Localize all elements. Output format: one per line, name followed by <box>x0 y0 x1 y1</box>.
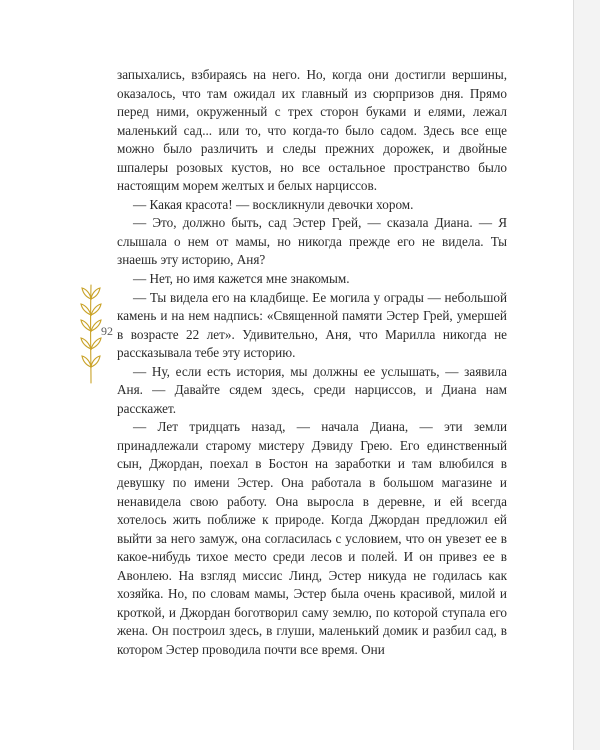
paragraph: — Нет, но имя кажется мне знакомым. <box>133 271 350 287</box>
body-text <box>117 66 507 660</box>
paragraph: — Лет тридцать назад, — начала Диана, — эти земли принадлежали старому мистеру Дэвиду Грею. Его единственный сын, Джордан, поехал в Бостон на заработки и там влюбился в девушку по имени Эстер. Она работала в большом магазине и ненавидела свою работу. Она выросла в деревне, и ей всегда хотелось жить поближе к природе. Когда Джордан предложил ей выйти за него замуж, она согласилась с условием, что он увезет ее в какое-нибудь тихое место среди лесов и полей. И он привез ее в Авонлею. На взгляд миссис Линд, Эстер никуда не годилась как хозяйка. Но, по словам мамы, Эстер была очень красивой, милой и кроткой, и Джордан боготворил саму землю, по которой ступала его жена. Он построил здесь, в глуши, маленький домик и разбил сад, в котором Эстер проводила почти все время. Они <box>117 419 507 657</box>
adjacent-page-edge <box>573 0 600 750</box>
paragraph: запыхались, взбираясь на него. Но, когда они достигли вершины, оказалось, что там ожидал их главный из сюрпризов дня. Прямо перед ними, окруженный с трех сторон буками и елями, лежал маленький сад... или то, что когда-то было садом. Здесь все еще можно было различить и следы прежних дорожек, и двойные шпалеры розовых кустов, но все остальное пространство было настоящим морем желтых и белых нарциссов. <box>117 67 507 194</box>
paragraph: — Это, должно быть, сад Эстер Грей, — сказала Диана. — Я слышала о нем от мамы, но никогда прежде его не видела. Ты знаешь эту историю, Аня? <box>117 215 507 268</box>
page-number: 92 <box>101 324 113 338</box>
paragraph: — Ну, если есть история, мы должны ее услышать, — заявила Аня. — Давайте сядем здесь, среди нарциссов, и Диана нам расскажет. <box>117 363 507 416</box>
paragraph: — Какая красота! — воскликнули девочки хором. <box>133 196 414 212</box>
paragraph: — Ты видела его на кладбище. Ее могила у ограды — небольшой камень и на нем надпись: «Священной памяти Эстер Грей, умершей в возрасте 22 лет». Удивительно, Аня, что Марилла никогда не рассказывала тебе эту историю. <box>117 289 507 361</box>
